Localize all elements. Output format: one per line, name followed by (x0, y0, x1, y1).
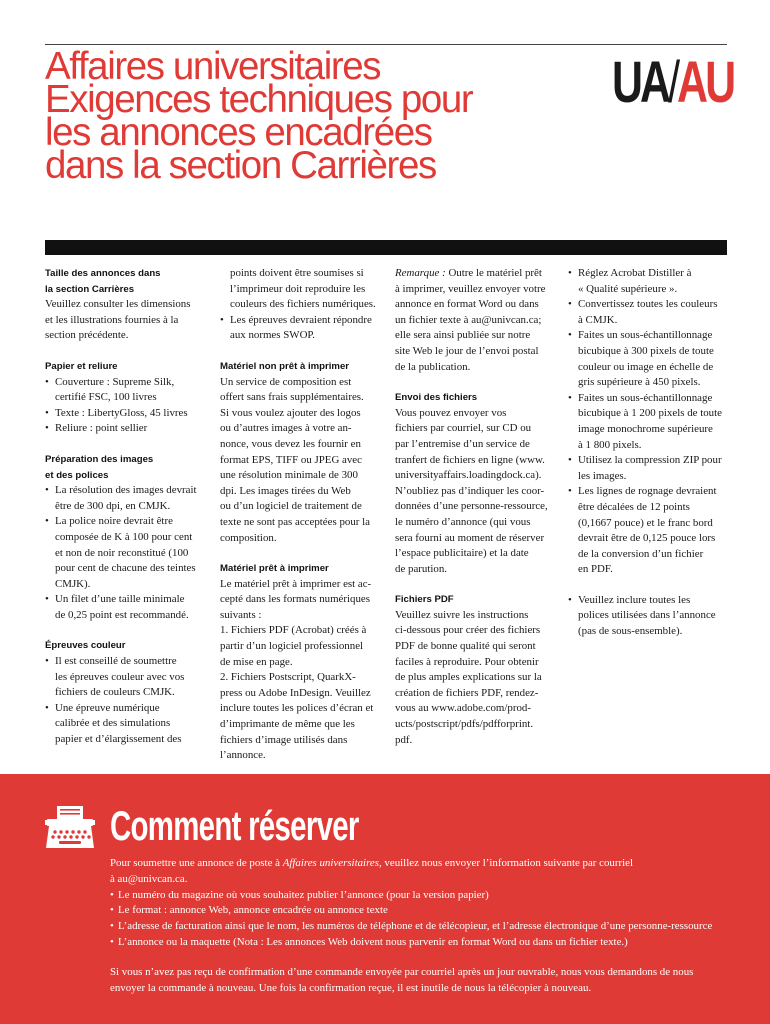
bullet-cont: être de 300 dpi, en CMJK. (55, 499, 171, 512)
heading-taille-1: Taille des annonces dans (45, 268, 161, 279)
remarque-label: Remarque : (395, 267, 446, 279)
bullet-item: • Utilisez la compression ZIP pour (568, 453, 736, 469)
text-line: texte ne sont pas acceptées pour la (220, 515, 370, 528)
magazine-name: Affaires universitaires (282, 857, 379, 869)
typewriter-icon (45, 804, 95, 850)
bullet-cont: certifié FSC, 100 livres (55, 391, 157, 404)
text-line: press ou Adobe InDesign. Veuillez (220, 686, 371, 699)
bullet-cont: les images. (578, 469, 627, 482)
bullet-cont: l’imprimeur doit reproduire les (230, 282, 366, 295)
bullet-item: • Une épreuve numérique (45, 701, 213, 717)
bullet-item: • Le format : annonce Web, annonce encadrée ou annonce texte (110, 903, 730, 919)
bullet-cont: papier et d’élargissement des (55, 733, 182, 746)
text-line: de la publication. (395, 360, 471, 373)
bullet-item: • Les lignes de rognage devraient (568, 484, 736, 500)
title-line-3: les annonces encadrées (45, 111, 432, 154)
text-line: PDF de bonne qualité qui seront (395, 640, 536, 653)
text-line: format EPS, TIFF ou JPEG avec (220, 453, 362, 466)
text-line: pdf. (395, 733, 413, 746)
text-line: partir d’un logiciel professionnel (220, 640, 364, 653)
text-line: de parution. (395, 562, 448, 575)
text-line: site Web le jour de l’envoi postal (395, 344, 539, 357)
bullet-cont: en PDF. (578, 563, 613, 576)
text-line: Si vous voulez ajouter des logos (220, 406, 361, 419)
bullet-cont: bicubique à 300 pixels de toute (578, 344, 714, 357)
heading-papier: Papier et reliure (45, 360, 118, 372)
text-line: une résolution minimale de 300 (220, 469, 358, 482)
bullet-item: • Réglez Acrobat Distiller à (568, 266, 736, 282)
reservation-title: Comment réserver (110, 802, 359, 849)
reservation-body (110, 856, 730, 996)
bullet-cont: « Qualité supérieure ». (578, 282, 678, 295)
text-line: données d’une personne-ressource, (395, 500, 548, 513)
text-line: un fichier texte à au@univcan.ca; (395, 313, 542, 326)
heading-pdf: Fichiers PDF (395, 594, 454, 606)
heading-epreuves: Épreuves couleur (45, 640, 126, 652)
text-span: Pour soumettre une annonce de poste à (110, 857, 283, 869)
bullet-cont: les épreuves couleur avec vos (55, 670, 185, 683)
bullet-item: • L’annonce ou la maquette (Nota : Les annonces Web doivent nous parvenir en format Word ou dans un fichier texte.) (110, 935, 730, 951)
bullet-item: • La résolution des images devrait (45, 483, 213, 499)
bullet-cont: devrait être de 0,125 pouce lors (578, 532, 716, 545)
page-title (45, 45, 565, 187)
bullet-item: • Veuillez inclure toutes les (568, 593, 736, 609)
text-line: Le matériel prêt à imprimer est ac- (220, 577, 372, 590)
intro-line (110, 856, 730, 872)
text-line: offert sans frais supplémentaires. (220, 391, 364, 404)
bullet-item: • Texte : LibertyGloss, 45 livres (45, 406, 213, 422)
text-line: Vous pouvez envoyer vos (395, 406, 507, 419)
text-line: ou d’autres images à votre an- (220, 422, 352, 435)
logo-ua: UA (612, 50, 669, 115)
bullet-item: • Faites un sous-échantillonnage (568, 328, 736, 344)
bullet-cont: fichiers de couleurs CMJK. (55, 686, 175, 699)
column-4 (568, 266, 736, 640)
text-line: 2. Fichiers Postscript, QuarkX- (220, 671, 356, 684)
bullet-cont: points doivent être soumises si (230, 267, 364, 279)
text-line: l’espace publicitaire) et la date (395, 547, 529, 560)
bullet-cont: de 0,25 point est recommandé. (55, 608, 189, 621)
logo-slash: / (668, 50, 678, 115)
bullet-cont: à 1 800 pixels. (578, 438, 642, 451)
column-3 (395, 266, 563, 748)
outro-line: Si vous n’avez pas reçu de confirmation d’une commande envoyée par courriel après un jour ouvrable, nous vous demandons de nous (110, 965, 694, 978)
text-line: cepté dans les formats numériques (220, 593, 371, 606)
reservation-band (0, 774, 770, 1024)
bullet-cont: couleurs des fichiers numériques. (230, 298, 376, 311)
title-line-1: Affaires universitaires (45, 45, 381, 88)
bullet-cont: et non de noir reconstitué (100 (55, 546, 189, 559)
text-line: universityaffairs.loadingdock.ca). (395, 469, 542, 482)
text-line: section précédente. (45, 329, 129, 342)
text-line: ucts/postscript/pdfs/pdfforprint. (395, 718, 534, 731)
bullet-item: • Un filet d’une taille minimale (45, 592, 213, 608)
text-line: d’imprimante de même que les (220, 718, 355, 731)
text-line: par l’entremise d’un service de (395, 437, 530, 450)
heading-taille-2: la section Carrières (45, 283, 135, 295)
text-line: Veuillez suivre les instructions (395, 608, 529, 621)
text-line: l’annonce. (220, 749, 266, 762)
text-line: suivants : (220, 608, 262, 621)
bullet-cont: à CMJK. (578, 313, 618, 326)
text-line: fichiers par courriel, sur CD ou (395, 422, 532, 435)
text-line: création de fichiers PDF, rendez- (395, 686, 539, 699)
bullet-item: • Couverture : Supreme Silk, (45, 375, 213, 391)
column-2 (220, 266, 388, 764)
bullet-item: • Faites un sous-échantillonnage (568, 391, 736, 407)
text-line: de plus amples explications sur la (395, 671, 542, 684)
text-line: elle sera ainsi publiée sur notre (395, 329, 531, 342)
bullet-cont: (0,1667 pouce) et le franc bord (578, 516, 713, 529)
bullet-cont: couleur ou image en échelle de (578, 360, 714, 373)
bullet-cont: de la conversion d’un fichier (578, 547, 704, 560)
heading-pret: Matériel prêt à imprimer (220, 563, 329, 575)
heading-preparation-1: Préparation des images (45, 453, 154, 465)
bullet-cont: pour cent de chacune des teintes (55, 562, 196, 575)
bullet-cont: calibrée et des simulations (55, 717, 171, 730)
text-line: Veuillez consulter les dimensions (45, 298, 191, 311)
bullet-cont: aux normes SWOP. (230, 329, 316, 342)
text-line: fichiers d’image utilisés dans (220, 733, 348, 746)
text-span: , veuillez nous envoyer l’information suivante par courriel (378, 857, 634, 869)
text-line: ou d’un logiciel de traitement de (220, 500, 362, 513)
text-line: ci-dessous pour créer des fichiers (395, 624, 541, 637)
text-line: faciles à reproduire. Pour obtenir (395, 655, 539, 668)
title-line-2: Exigences techniques pour (45, 78, 473, 121)
bullet-item: • Les épreuves devraient répondre (220, 313, 388, 329)
column-1 (45, 266, 213, 748)
bullet-cont: gris supérieure à 450 pixels. (578, 376, 701, 389)
text-line: sera fourni au moment de réserver (395, 531, 545, 544)
logo-au: AU (677, 50, 734, 115)
black-divider-bar (45, 240, 727, 255)
text-line: inclure toutes les polices d’écran et (220, 702, 374, 715)
text-line: Un service de composition est (220, 375, 352, 388)
text-line: vous au www.adobe.com/prod- (395, 702, 531, 715)
text-line: N’oubliez pas d’indiquer les coor- (395, 484, 545, 497)
title-line-4: dans la section Carrières (45, 144, 436, 187)
bullet-cont: bicubique à 1 200 pixels de toute (578, 407, 722, 420)
bullet-item: • Reliure : point sellier (45, 421, 213, 437)
bullet-item: • La police noire devrait être (45, 514, 213, 530)
bullet-cont: polices utilisées dans l’annonce (578, 609, 716, 622)
text-line: dpi. Les images tirées du Web (220, 484, 351, 497)
text-line: 1. Fichiers PDF (Acrobat) créés à (220, 624, 367, 637)
text-line: composition. (220, 531, 277, 544)
text-line: de mise en page. (220, 655, 293, 668)
bullet-cont: image monochrome supérieure (578, 422, 713, 435)
text-span: Outre le matériel prêt (445, 267, 542, 279)
heading-non-pret: Matériel non prêt à imprimer (220, 360, 350, 372)
text-line: tranfert de fichiers en ligne (www. (395, 453, 545, 466)
text-line: à imprimer, veuillez envoyer votre (395, 282, 546, 295)
heading-envoi: Envoi des fichiers (395, 392, 478, 404)
intro-line-2: à au@univcan.ca. (110, 872, 188, 885)
text-line: annonce en format Word ou dans (395, 298, 539, 311)
ua-au-logo (612, 48, 733, 118)
outro-line: envoyer la commande à nouveau. Une fois la confirmation reçue, il est inutile de nous la télécopier à nouveau. (110, 981, 592, 994)
text-line: le numéro d’annonce (qui vous (395, 515, 531, 528)
bullet-item: • Le numéro du magazine où vous souhaitez publier l’annonce (pour la version papier) (110, 888, 730, 904)
text-line: et les illustrations fournies à la (45, 313, 179, 326)
heading-preparation-2: et des polices (45, 469, 109, 481)
bullet-cont: (pas de sous-ensemble). (578, 625, 683, 638)
text-line: nonce, vous devez les fournir en (220, 437, 361, 450)
bullet-cont: composée de K à 100 pour cent (55, 530, 193, 543)
bullet-item: • Il est conseillé de soumettre (45, 654, 213, 670)
bullet-cont: CMJK). (55, 577, 91, 590)
bullet-item: • L’adresse de facturation ainsi que le nom, les numéros de téléphone et de télécopieur, et l’adresse électronique d’une personne-ressource (110, 919, 730, 935)
text-line (395, 266, 563, 282)
bullet-item: • Convertissez toutes les couleurs (568, 297, 736, 313)
bullet-cont: être décalées de 12 points (578, 500, 690, 513)
